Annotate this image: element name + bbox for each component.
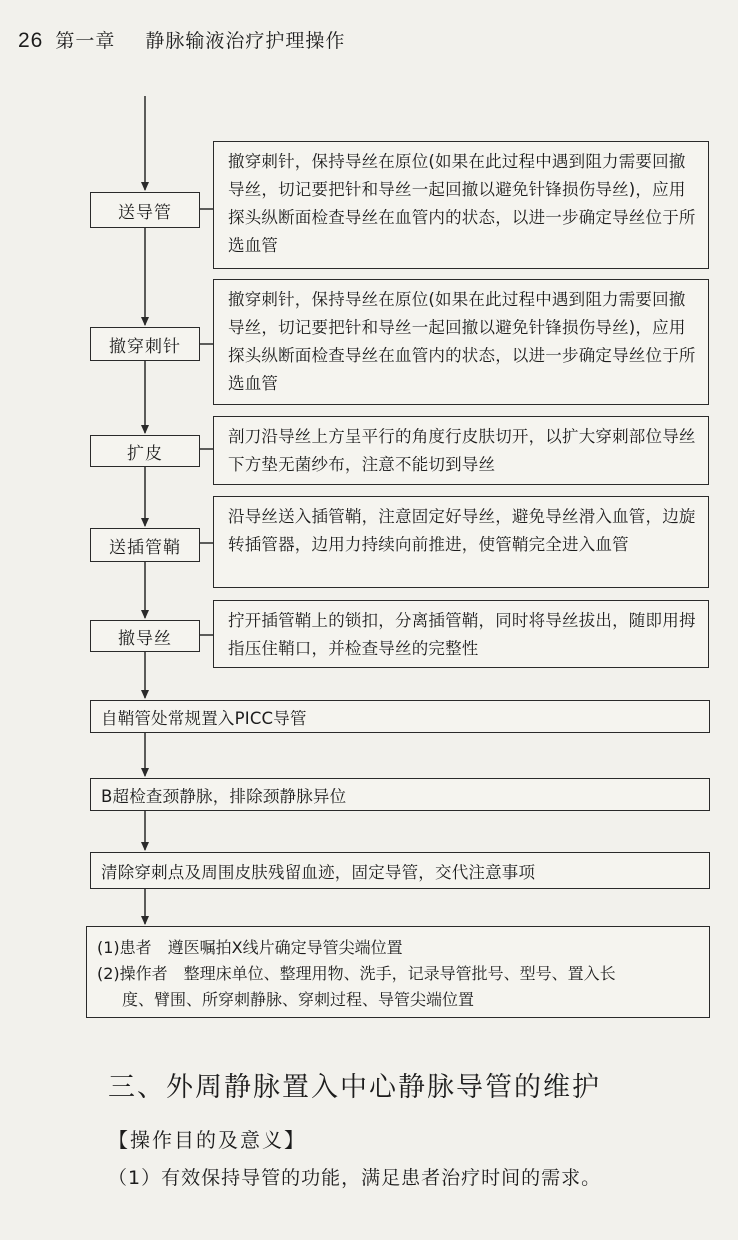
flow-step-note: 撤穿刺针，保持导丝在原位(如果在此过程中遇到阻力需要回撤导丝，切记要把针和导丝一起回撤以避免针锋损伤导丝)，应用探头纵断面检查导丝在血管内的状态，以进一步确定导丝位于所选血管 [213,279,709,405]
subsection-heading: 【操作目的及意义】 [108,1128,306,1152]
flow-final-box [86,926,710,1018]
flow-step-note: 拧开插管鞘上的锁扣，分离插管鞘，同时将导丝拔出，随即用拇指压住鞘口，并检查导丝的完整性 [213,600,709,668]
flow-wide-step: B超检查颈静脉，排除颈静脉异位 [90,778,710,811]
flow-wide-step: 清除穿刺点及周围皮肤残留血迹，固定导管，交代注意事项 [90,852,710,889]
final-line-operator: (2)操作者 整理床单位、整理用物、洗手，记录导管批号、型号、置入长 [97,964,616,983]
section-heading: 三、外周静脉置入中心静脉导管的维护 [108,1072,601,1103]
flow-step-box: 撤穿刺针 [90,327,200,361]
flow-step-box: 撤导丝 [90,620,200,652]
chapter-label: 第一章 [55,30,116,52]
body-paragraph: （1）有效保持导管的功能，满足患者治疗时间的需求。 [108,1167,602,1189]
flow-wide-step: 自鞘管处常规置入PICC导管 [90,700,710,733]
flow-step-note: 沿导丝送入插管鞘，注意固定好导丝，避免导丝滑入血管，边旋转插管器，边用力持续向前推进，使管鞘完全进入血管 [213,496,709,588]
chapter-title: 静脉输液治疗护理操作 [145,30,346,52]
flow-step-box: 扩皮 [90,435,200,467]
page-number: 26 [18,29,44,52]
flow-step-note: 撤穿刺针，保持导丝在原位(如果在此过程中遇到阻力需要回撤导丝，切记要把针和导丝一起回撤以避免针锋损伤导丝)，应用探头纵断面检查导丝在血管内的状态，以进一步确定导丝位于所选血管 [213,141,709,269]
final-line-patient: (1)患者 遵医嘱拍X线片确定导管尖端位置 [97,938,403,957]
flow-step-box: 送插管鞘 [90,528,200,562]
flow-step-note: 剖刀沿导丝上方呈平行的角度行皮肤切开，以扩大穿刺部位导丝下方垫无菌纱布，注意不能切到导丝 [213,416,709,485]
flow-step-box: 送导管 [90,192,200,228]
final-line-operator-cont: 度、臂围、所穿刺静脉、穿刺过程、导管尖端位置 [122,990,475,1009]
